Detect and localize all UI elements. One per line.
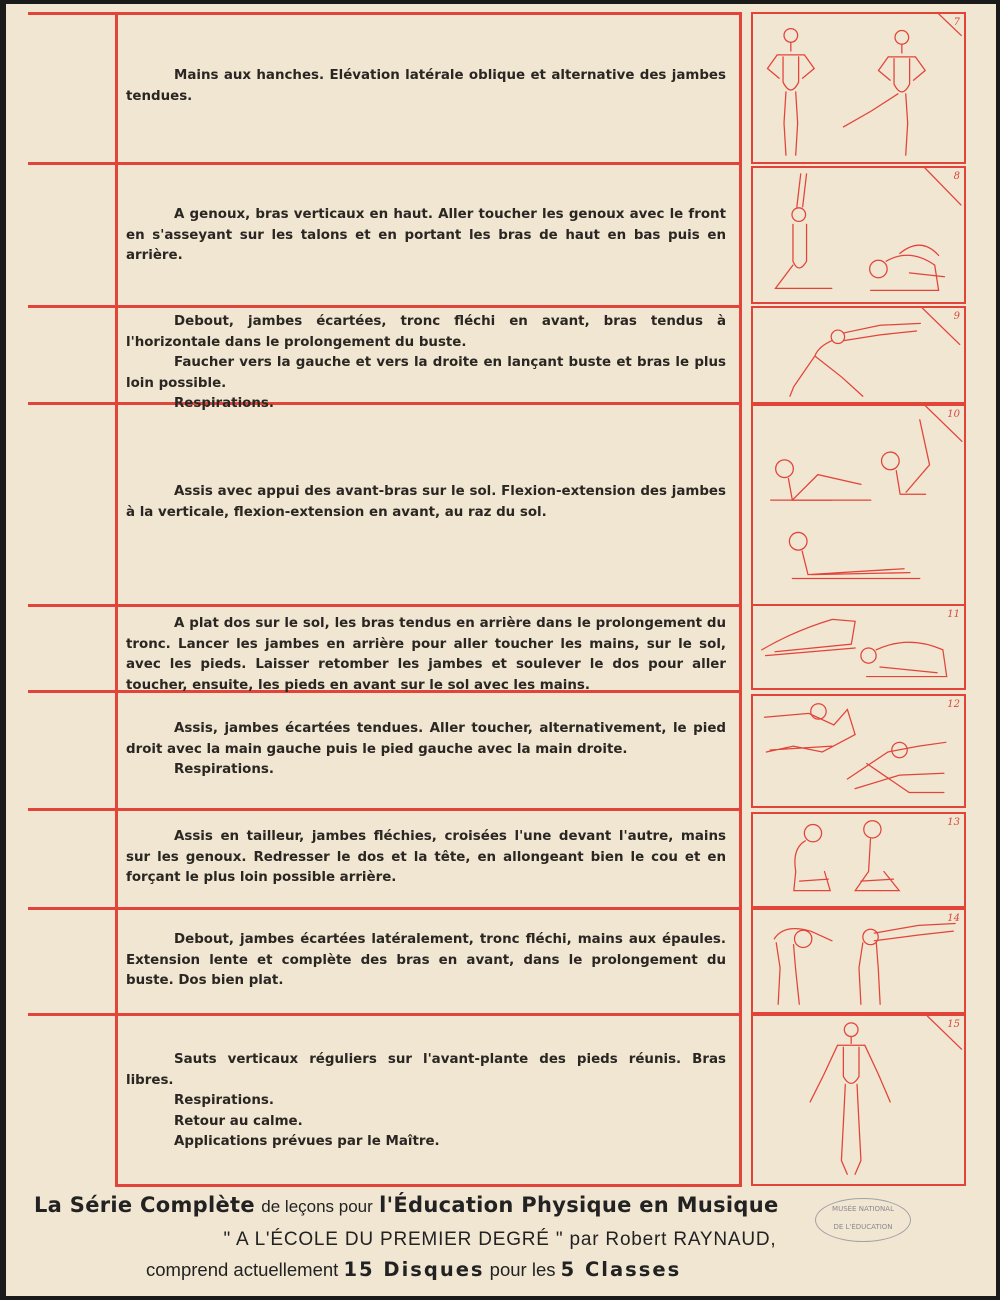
illustration-7 <box>751 12 966 164</box>
exercise-number-8: 8 <box>953 171 960 182</box>
exercise-paragraph: Assis avec appui des avant-bras sur le sol. Flexion-extension des jambes à la verticale, flexion-extension en avant, au raz du sol. <box>126 484 726 520</box>
exercise-text-8 <box>126 205 726 267</box>
exercise-number-7: 7 <box>953 17 960 28</box>
exercise-paragraph: Respirations. <box>174 396 274 411</box>
exercise-paragraph: Assis, jambes écartées tendues. Aller toucher, alternativement, le pied droit avec la main gauche puis le pied gauche avec la main droite. <box>126 721 726 757</box>
exercise-text-15 <box>126 1050 726 1153</box>
stamp-top-text: MUSÉE NATIONAL <box>832 1205 894 1213</box>
exercise-text-13 <box>126 827 726 889</box>
exercise-number-12: 12 <box>947 699 960 710</box>
illustration-15 <box>751 1014 966 1186</box>
footer-series-title: La Série Complète <box>34 1193 255 1217</box>
exercise-text-10 <box>126 482 726 523</box>
museum-stamp <box>815 1198 911 1242</box>
footer-for-text: pour les <box>489 1259 556 1280</box>
exercise-paragraph: Retour au calme. <box>174 1113 303 1129</box>
exercise-paragraph: Respirations. <box>174 1093 274 1108</box>
exercise-paragraph: Sauts verticaux réguliers sur l'avant-plante des pieds réunis. Bras libres. <box>126 1052 726 1088</box>
exercise-paragraph: Assis en tailleur, jambes fléchies, croisées l'une devant l'autre, mains sur les genoux. Redresser le dos et la tête, en allongeant bien le cou et en forçant le plus loin possible arrière. <box>126 829 726 885</box>
exercise-paragraph: Debout, jambes écartées, tronc fléchi en avant, bras tendus à l'horizontale dans le prolongement du buste. <box>126 314 726 350</box>
stamp-bottom-text: DE L'ÉDUCATION <box>833 1223 893 1231</box>
exercise-number-10: 10 <box>947 409 960 420</box>
exercise-number-15: 15 <box>947 1019 960 1030</box>
exercise-text-14 <box>126 930 726 992</box>
exercise-paragraph: Applications prévues par le Maître. <box>174 1134 440 1149</box>
footer-currently-text: comprend actuellement <box>146 1259 339 1280</box>
exercise-number-13: 13 <box>947 817 960 828</box>
exercise-text-9 <box>126 312 726 415</box>
footer-discs-count: 15 Disques <box>343 1258 485 1281</box>
exercise-text-11 <box>126 614 726 696</box>
exercise-paragraph: A plat dos sur le sol, les bras tendus en arrière dans le prolongement du tronc. Lancer les jambes en arrière pour aller toucher les mains, sur le sol, avec les pieds. Laisser retomber les jambes et soulever le dos pour aller toucher, ensuite, les pieds en avant sur le sol avec les mains. <box>126 616 726 693</box>
footer-line-3 <box>146 1258 1000 1281</box>
footer-line-2: " A L'ÉCOLE DU PREMIER DEGRÉ " par Robert RAYNAUD, <box>223 1229 777 1250</box>
exercise-text-7 <box>126 66 726 107</box>
exercise-text-12 <box>126 719 726 781</box>
footer-classes-count: 5 Classes <box>560 1258 682 1281</box>
exercise-paragraph: Faucher vers la gauche et vers la droite en lançant buste et bras le plus loin possible. <box>126 355 726 391</box>
illustration-9 <box>751 306 966 404</box>
illustration-11 <box>751 604 966 690</box>
footer-subject-title: l'Éducation Physique en Musique <box>379 1193 779 1217</box>
exercise-paragraph: Mains aux hanches. Elévation latérale oblique et alternative des jambes tendues. <box>126 68 726 104</box>
exercise-number-11: 11 <box>947 609 960 620</box>
exercise-paragraph: A genoux, bras verticaux en haut. Aller toucher les genoux avec le front en s'asseyant sur les talons et en portant les bras de haut en bas puis en arrière. <box>126 207 726 263</box>
illustration-8 <box>751 166 966 304</box>
exercise-number-9: 9 <box>953 311 960 322</box>
illustration-13 <box>751 812 966 908</box>
footer-lessons-text: de leçons pour <box>261 1197 373 1216</box>
exercise-number-14: 14 <box>947 913 960 924</box>
exercise-paragraph: Debout, jambes écartées latéralement, tronc fléchi, mains aux épaules. Extension lente et complète des bras en avant, dans le prolongement du buste. Dos bien plat. <box>126 932 726 988</box>
illustration-12 <box>751 694 966 808</box>
illustration-14 <box>751 908 966 1014</box>
illustration-10 <box>751 404 966 606</box>
exercise-paragraph: Respirations. <box>174 762 274 777</box>
